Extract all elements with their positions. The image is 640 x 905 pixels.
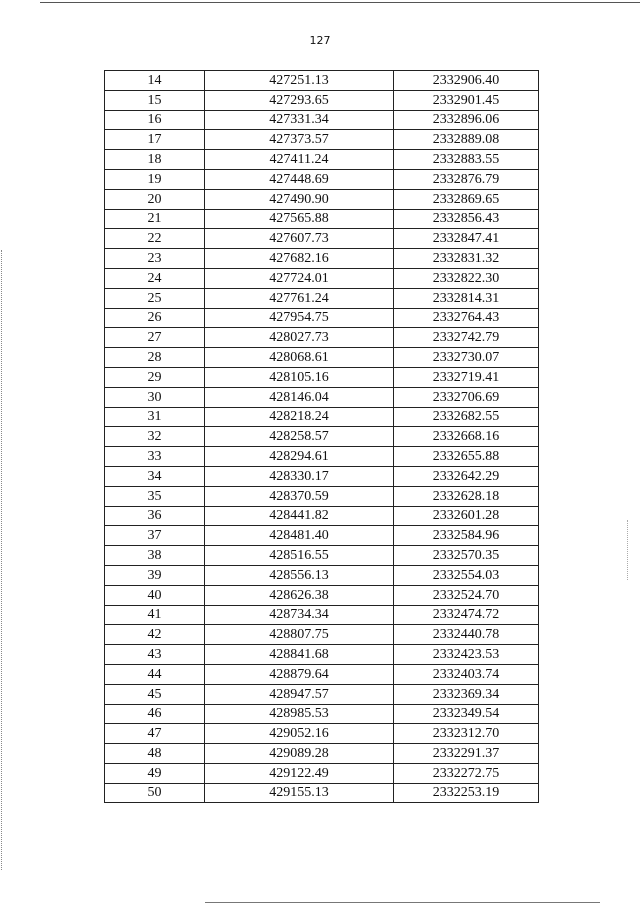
- scan-edge-bottom: [205, 902, 600, 903]
- x-coordinate-cell: 427954.75: [205, 308, 394, 328]
- table-row: [105, 407, 539, 427]
- x-coordinate-cell: 428105.16: [205, 367, 394, 387]
- point-number-cell: 35: [105, 486, 205, 506]
- table-row: [105, 249, 539, 269]
- y-coordinate-cell: 2332668.16: [394, 427, 539, 447]
- x-coordinate-cell: 427373.57: [205, 130, 394, 150]
- y-coordinate-cell: 2332822.30: [394, 268, 539, 288]
- table-row: [105, 150, 539, 170]
- point-number-cell: 27: [105, 328, 205, 348]
- y-coordinate-cell: 2332312.70: [394, 724, 539, 744]
- table-row: [105, 348, 539, 368]
- x-coordinate-cell: 428146.04: [205, 387, 394, 407]
- table-row: [105, 447, 539, 467]
- table-row: [105, 526, 539, 546]
- table-row: [105, 308, 539, 328]
- table-row: [105, 744, 539, 764]
- point-number-cell: 48: [105, 744, 205, 764]
- point-number-cell: 15: [105, 90, 205, 110]
- point-number-cell: 29: [105, 367, 205, 387]
- y-coordinate-cell: 2332253.19: [394, 783, 539, 803]
- point-number-cell: 37: [105, 526, 205, 546]
- y-coordinate-cell: 2332847.41: [394, 229, 539, 249]
- table-row: [105, 71, 539, 91]
- table-row: [105, 546, 539, 566]
- x-coordinate-cell: 427331.34: [205, 110, 394, 130]
- table-row: [105, 387, 539, 407]
- table-row: [105, 585, 539, 605]
- table-row: [105, 229, 539, 249]
- table-row: [105, 367, 539, 387]
- y-coordinate-cell: 2332814.31: [394, 288, 539, 308]
- point-number-cell: 42: [105, 625, 205, 645]
- table-row: [105, 565, 539, 585]
- table-row: [105, 209, 539, 229]
- y-coordinate-cell: 2332889.08: [394, 130, 539, 150]
- y-coordinate-cell: 2332291.37: [394, 744, 539, 764]
- y-coordinate-cell: 2332869.65: [394, 189, 539, 209]
- x-coordinate-cell: 428441.82: [205, 506, 394, 526]
- page-number: 127: [309, 34, 331, 47]
- point-number-cell: 22: [105, 229, 205, 249]
- y-coordinate-cell: 2332896.06: [394, 110, 539, 130]
- x-coordinate-cell: 427607.73: [205, 229, 394, 249]
- y-coordinate-cell: 2332742.79: [394, 328, 539, 348]
- x-coordinate-cell: 428370.59: [205, 486, 394, 506]
- x-coordinate-cell: 429122.49: [205, 763, 394, 783]
- x-coordinate-cell: 428807.75: [205, 625, 394, 645]
- point-number-cell: 19: [105, 169, 205, 189]
- point-number-cell: 28: [105, 348, 205, 368]
- table-row: [105, 486, 539, 506]
- point-number-cell: 43: [105, 645, 205, 665]
- x-coordinate-cell: 428841.68: [205, 645, 394, 665]
- table-row: [105, 288, 539, 308]
- y-coordinate-cell: 2332369.34: [394, 684, 539, 704]
- y-coordinate-cell: 2332601.28: [394, 506, 539, 526]
- x-coordinate-cell: 428258.57: [205, 427, 394, 447]
- scan-edge-top: [40, 2, 640, 3]
- x-coordinate-cell: 428027.73: [205, 328, 394, 348]
- point-number-cell: 16: [105, 110, 205, 130]
- point-number-cell: 46: [105, 704, 205, 724]
- x-coordinate-cell: 428556.13: [205, 565, 394, 585]
- point-number-cell: 25: [105, 288, 205, 308]
- point-number-cell: 20: [105, 189, 205, 209]
- y-coordinate-cell: 2332349.54: [394, 704, 539, 724]
- table-row: [105, 130, 539, 150]
- x-coordinate-cell: 428294.61: [205, 447, 394, 467]
- table-row: [105, 506, 539, 526]
- y-coordinate-cell: 2332764.43: [394, 308, 539, 328]
- table-row: [105, 189, 539, 209]
- x-coordinate-cell: 428626.38: [205, 585, 394, 605]
- y-coordinate-cell: 2332901.45: [394, 90, 539, 110]
- y-coordinate-cell: 2332883.55: [394, 150, 539, 170]
- table-row: [105, 625, 539, 645]
- table-row: [105, 605, 539, 625]
- point-number-cell: 45: [105, 684, 205, 704]
- y-coordinate-cell: 2332906.40: [394, 71, 539, 91]
- table-row: [105, 328, 539, 348]
- coordinate-table: [104, 70, 539, 803]
- table-row: [105, 664, 539, 684]
- y-coordinate-cell: 2332584.96: [394, 526, 539, 546]
- table-row: [105, 169, 539, 189]
- x-coordinate-cell: 427293.65: [205, 90, 394, 110]
- x-coordinate-cell: 427411.24: [205, 150, 394, 170]
- y-coordinate-cell: 2332876.79: [394, 169, 539, 189]
- point-number-cell: 34: [105, 466, 205, 486]
- table-row: [105, 763, 539, 783]
- table-row: [105, 724, 539, 744]
- point-number-cell: 41: [105, 605, 205, 625]
- x-coordinate-cell: 429052.16: [205, 724, 394, 744]
- table-row: [105, 783, 539, 803]
- y-coordinate-cell: 2332474.72: [394, 605, 539, 625]
- y-coordinate-cell: 2332856.43: [394, 209, 539, 229]
- table-row: [105, 90, 539, 110]
- scan-edge-left: [1, 250, 2, 870]
- x-coordinate-cell: 427724.01: [205, 268, 394, 288]
- scan-edge-right: [627, 520, 628, 580]
- x-coordinate-cell: 428947.57: [205, 684, 394, 704]
- point-number-cell: 14: [105, 71, 205, 91]
- y-coordinate-cell: 2332272.75: [394, 763, 539, 783]
- point-number-cell: 47: [105, 724, 205, 744]
- coordinate-table-body: [105, 71, 539, 803]
- y-coordinate-cell: 2332682.55: [394, 407, 539, 427]
- point-number-cell: 30: [105, 387, 205, 407]
- point-number-cell: 23: [105, 249, 205, 269]
- y-coordinate-cell: 2332570.35: [394, 546, 539, 566]
- point-number-cell: 21: [105, 209, 205, 229]
- point-number-cell: 33: [105, 447, 205, 467]
- x-coordinate-cell: 428330.17: [205, 466, 394, 486]
- y-coordinate-cell: 2332730.07: [394, 348, 539, 368]
- point-number-cell: 40: [105, 585, 205, 605]
- y-coordinate-cell: 2332440.78: [394, 625, 539, 645]
- y-coordinate-cell: 2332706.69: [394, 387, 539, 407]
- y-coordinate-cell: 2332524.70: [394, 585, 539, 605]
- y-coordinate-cell: 2332831.32: [394, 249, 539, 269]
- x-coordinate-cell: 428218.24: [205, 407, 394, 427]
- point-number-cell: 32: [105, 427, 205, 447]
- point-number-cell: 18: [105, 150, 205, 170]
- x-coordinate-cell: 429155.13: [205, 783, 394, 803]
- y-coordinate-cell: 2332655.88: [394, 447, 539, 467]
- x-coordinate-cell: 427682.16: [205, 249, 394, 269]
- point-number-cell: 36: [105, 506, 205, 526]
- point-number-cell: 17: [105, 130, 205, 150]
- point-number-cell: 39: [105, 565, 205, 585]
- point-number-cell: 24: [105, 268, 205, 288]
- x-coordinate-cell: 427565.88: [205, 209, 394, 229]
- y-coordinate-cell: 2332719.41: [394, 367, 539, 387]
- x-coordinate-cell: 427448.69: [205, 169, 394, 189]
- y-coordinate-cell: 2332423.53: [394, 645, 539, 665]
- x-coordinate-cell: 427251.13: [205, 71, 394, 91]
- point-number-cell: 38: [105, 546, 205, 566]
- x-coordinate-cell: 428734.34: [205, 605, 394, 625]
- table-row: [105, 645, 539, 665]
- y-coordinate-cell: 2332642.29: [394, 466, 539, 486]
- y-coordinate-cell: 2332628.18: [394, 486, 539, 506]
- point-number-cell: 50: [105, 783, 205, 803]
- y-coordinate-cell: 2332403.74: [394, 664, 539, 684]
- x-coordinate-cell: 428879.64: [205, 664, 394, 684]
- table-row: [105, 466, 539, 486]
- table-row: [105, 268, 539, 288]
- x-coordinate-cell: 428516.55: [205, 546, 394, 566]
- y-coordinate-cell: 2332554.03: [394, 565, 539, 585]
- x-coordinate-cell: 428985.53: [205, 704, 394, 724]
- x-coordinate-cell: 428068.61: [205, 348, 394, 368]
- x-coordinate-cell: 427490.90: [205, 189, 394, 209]
- point-number-cell: 49: [105, 763, 205, 783]
- x-coordinate-cell: 427761.24: [205, 288, 394, 308]
- point-number-cell: 31: [105, 407, 205, 427]
- x-coordinate-cell: 428481.40: [205, 526, 394, 546]
- table-row: [105, 110, 539, 130]
- table-row: [105, 684, 539, 704]
- point-number-cell: 44: [105, 664, 205, 684]
- point-number-cell: 26: [105, 308, 205, 328]
- x-coordinate-cell: 429089.28: [205, 744, 394, 764]
- table-row: [105, 427, 539, 447]
- table-row: [105, 704, 539, 724]
